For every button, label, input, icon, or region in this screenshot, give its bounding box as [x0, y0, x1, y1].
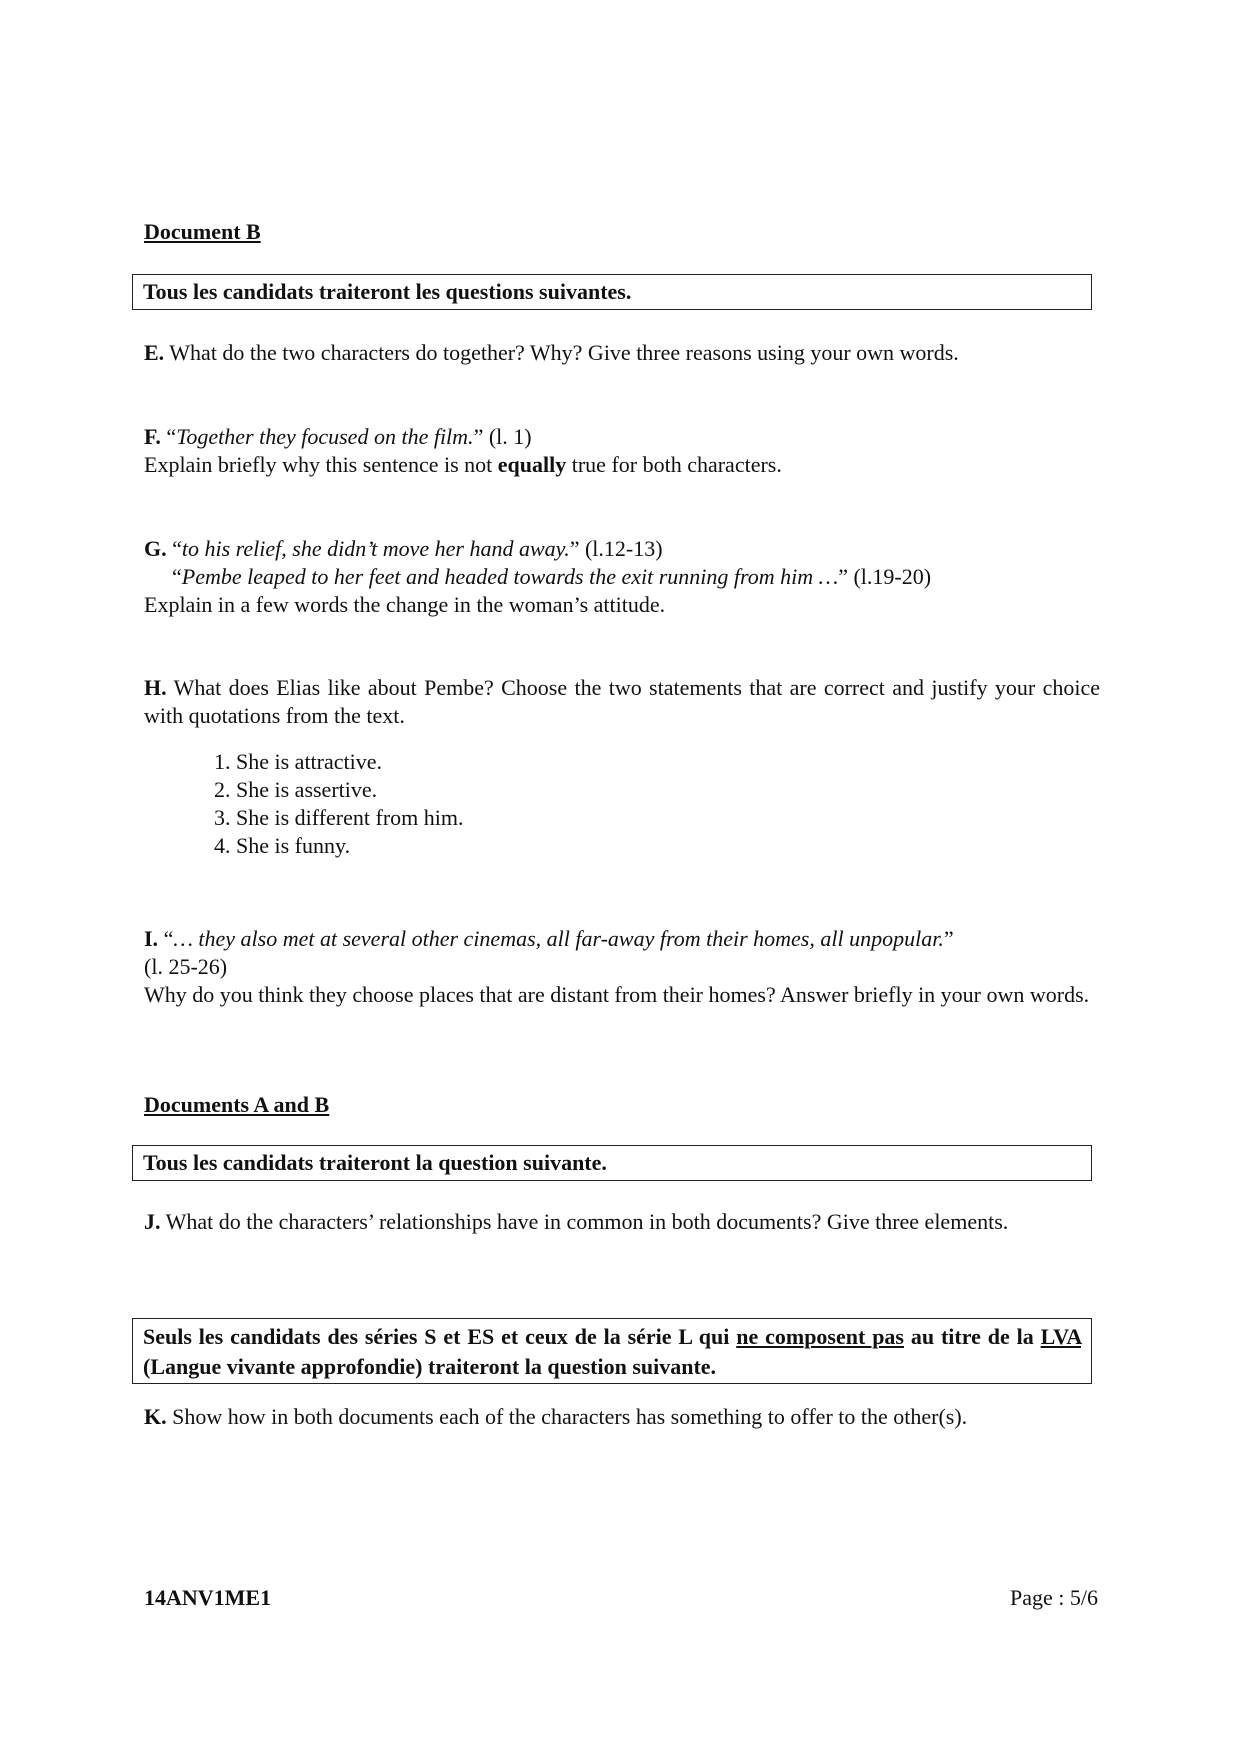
- question-f-quote: Together they focused on the film.: [176, 424, 474, 449]
- question-e: [144, 339, 1100, 367]
- question-k-text: Show how in both documents each of the characters has something to offer to the other(s).: [166, 1404, 968, 1429]
- question-h-text: What does Elias like about Pembe? Choose the two statements that are correct and justify your choice with quotations from the text.: [144, 675, 1100, 728]
- question-i-text: Why do you think they choose places that are distant from their homes? Answer briefly in your own words.: [144, 982, 1090, 1007]
- question-j-text: What do the characters’ relationships have in common in both documents? Give three elements.: [160, 1209, 1009, 1234]
- question-h-choices: [214, 748, 464, 860]
- document-b-heading: Document B: [144, 219, 261, 244]
- question-i-quote: … they also met at several other cinemas, all far-away from their homes, all unpopular.: [173, 926, 944, 951]
- open-quote: “: [172, 564, 182, 589]
- underlined-acronym: LVA: [1040, 1324, 1082, 1349]
- question-h: [144, 674, 1100, 730]
- document-code: 14ANV1ME1: [144, 1585, 272, 1610]
- question-g-quote-1: to his relief, she didn’t move her hand away.: [181, 536, 570, 561]
- question-g-label: G.: [144, 536, 167, 561]
- question-g-line1: [144, 535, 1100, 563]
- choice-item: 1. She is attractive.: [214, 749, 383, 774]
- page-number: Page : 5/6: [1010, 1585, 1098, 1610]
- line-reference: ” (l. 1): [473, 424, 532, 449]
- question-f-line1: [144, 423, 1100, 451]
- series-text: Seuls les candidats des séries S et ES et ceux de la série L qui: [143, 1324, 737, 1349]
- series-instruction-box: [132, 1318, 1092, 1384]
- question-e-text: What do the two characters do together? Why? Give three reasons using your own words.: [164, 340, 959, 365]
- emphasis-word: equally: [497, 452, 567, 477]
- open-quote: “: [160, 424, 177, 449]
- question-i-line1: [144, 925, 1100, 953]
- instruction-text: Tous les candidats traiteront la question suivante.: [143, 1150, 607, 1175]
- instruction-text: Tous les candidats traiteront les questions suivantes.: [143, 279, 632, 304]
- series-text: (Langue vivante approfondie) traiteront la question suivante.: [143, 1354, 717, 1379]
- question-g-quote-2: Pembe leaped to her feet and headed towards the exit running from him …: [181, 564, 839, 589]
- question-g: [144, 535, 1100, 619]
- question-h-label: H.: [144, 675, 167, 700]
- underlined-phrase: ne composent pas: [736, 1324, 904, 1349]
- series-text: au titre de la: [904, 1324, 1041, 1349]
- choice-item: 2. She is assertive.: [214, 777, 378, 802]
- question-k-label: K.: [144, 1404, 167, 1429]
- question-f-line2: [144, 451, 1100, 479]
- question-f-text: Explain briefly why this sentence is not: [144, 452, 498, 477]
- line-reference: ” (l.19-20): [838, 564, 932, 589]
- question-i-label: I.: [144, 926, 159, 951]
- instruction-box-all-questions: [132, 274, 1092, 310]
- question-i: [144, 925, 1100, 1009]
- open-quote: “: [166, 536, 182, 561]
- question-g-line3: Explain in a few words the change in the woman’s attitude.: [144, 592, 666, 617]
- line-reference: ” (l.12-13): [569, 536, 663, 561]
- line-reference: (l. 25-26): [144, 954, 228, 979]
- question-j-label: J.: [144, 1209, 161, 1234]
- choice-item: 4. She is funny.: [214, 833, 351, 858]
- close-quote: ”: [943, 926, 954, 951]
- question-j: [144, 1208, 1100, 1236]
- question-f-label: F.: [144, 424, 161, 449]
- question-g-line2: [144, 563, 1100, 591]
- question-f: [144, 423, 1100, 479]
- question-k: [144, 1403, 1100, 1431]
- choice-item: 3. She is different from him.: [214, 805, 464, 830]
- question-f-text-end: true for both characters.: [566, 452, 782, 477]
- open-quote: “: [158, 926, 174, 951]
- documents-a-b-heading: Documents A and B: [144, 1092, 330, 1117]
- question-e-label: E.: [144, 340, 165, 365]
- instruction-box-single-question: [132, 1145, 1092, 1181]
